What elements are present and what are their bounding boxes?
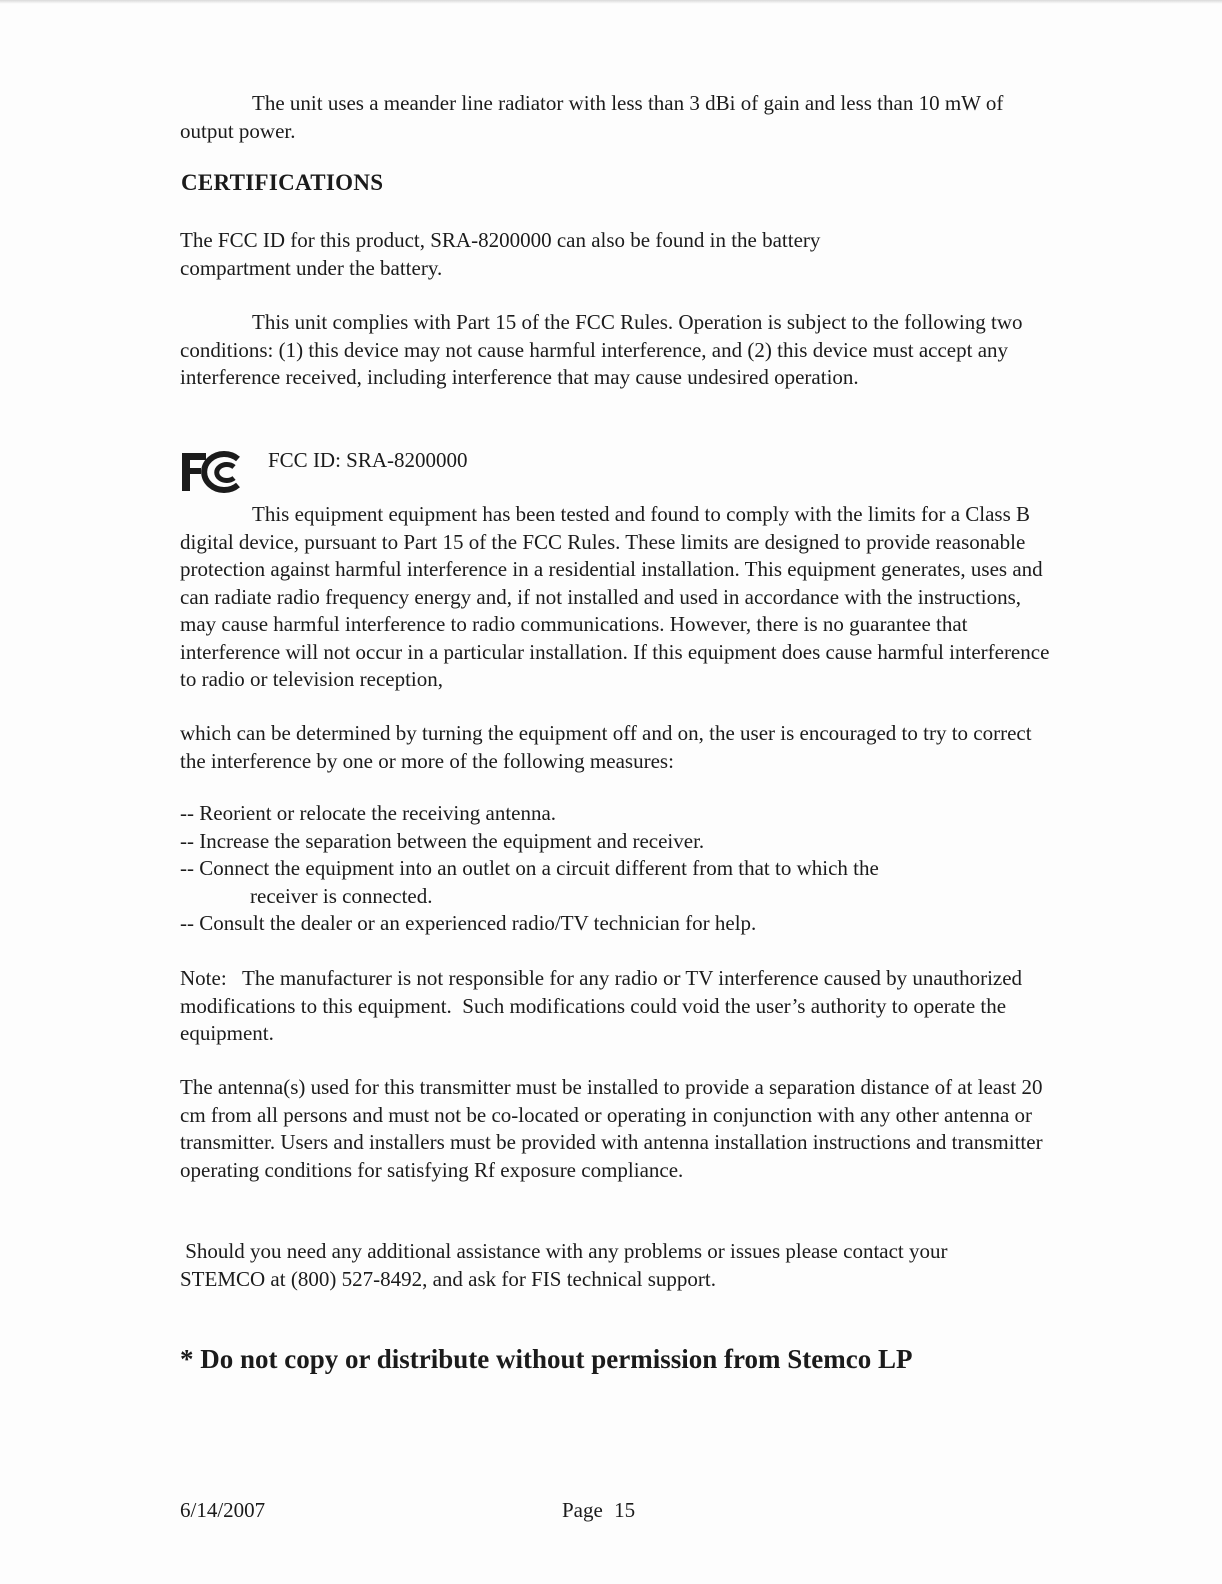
paragraph-radiator: The unit uses a meander line radiator with less than 3 dBi of gain and less than 10 mW of output power.	[180, 91, 1004, 143]
paragraph-class-b-continued: which can be determined by turning the equipment off and on, the user is encouraged to try to correct the interference by one or more of the following measures:	[180, 721, 1032, 773]
paragraph-note: Note: The manufacturer is not responsible for any radio or TV interference caused by unauthorized modifications to this equipment. Such modifications could void the user’s authority to operate the equipment.	[180, 966, 1028, 1045]
fcc-id-label: FCC ID: SRA-8200000	[268, 448, 468, 472]
measure-item-continuation: receiver is connected.	[250, 883, 433, 908]
copy-notice: * Do not copy or distribute without permission from Stemco LP	[180, 1344, 913, 1374]
heading-certifications: CERTIFICATIONS	[181, 170, 384, 195]
paragraph-fcc-id-location: The FCC ID for this product, SRA-8200000 can also be found in the battery compartment under the battery.	[180, 228, 821, 280]
paragraph-part15-compliance: This unit complies with Part 15 of the FCC Rules. Operation is subject to the following two conditions: (1) this device may not cause harmful interference, and (2) this device must accept any interference received, including interference that may cause undesired operation.	[180, 310, 1023, 389]
paragraph-class-b-limits: This equipment equipment has been tested and found to comply with the limits for a Class B digital device, pursuant to Part 15 of the FCC Rules. These limits are designed to provide reasonable protection against harmful interference in a residential installation. This equipment generates, uses and can radiate radio frequency energy and, if not installed and used in accordance with the instructions, may cause harmful interference to radio communications. However, there is no guarantee that interference will not occur in a particular installation. If this equipment does cause harmful interference to radio or television reception,	[180, 502, 1050, 691]
measures-list	[180, 800, 1050, 938]
measure-item: -- Connect the equipment into an outlet on a circuit different from that to which the receiver is connected.	[180, 855, 1050, 910]
paragraph-contact: Should you need any additional assistance with any problems or issues please contact your STEMCO at (800) 527-8492, and ask for FIS technical support.	[180, 1239, 953, 1291]
measure-item: -- Increase the separation between the equipment and receiver.	[180, 828, 705, 853]
measure-item: -- Consult the dealer or an experienced radio/TV technician for help.	[180, 911, 757, 935]
measure-item: -- Reorient or relocate the receiving antenna.	[180, 801, 557, 825]
footer-date: 6/14/2007	[180, 1498, 266, 1522]
paragraph-antenna-separation: The antenna(s) used for this transmitter must be installed to provide a separation distance of at least 20 cm from all persons and must not be co-located or operating in conjunction with any other antenna or transmitter. Users and installers must be provided with antenna installation instructions and transmitter operating conditions for satisfying Rf exposure compliance.	[180, 1075, 1043, 1182]
scan-edge	[0, 0, 1222, 4]
footer-page-number: Page 15	[562, 1498, 636, 1522]
fcc-logo	[180, 447, 246, 495]
